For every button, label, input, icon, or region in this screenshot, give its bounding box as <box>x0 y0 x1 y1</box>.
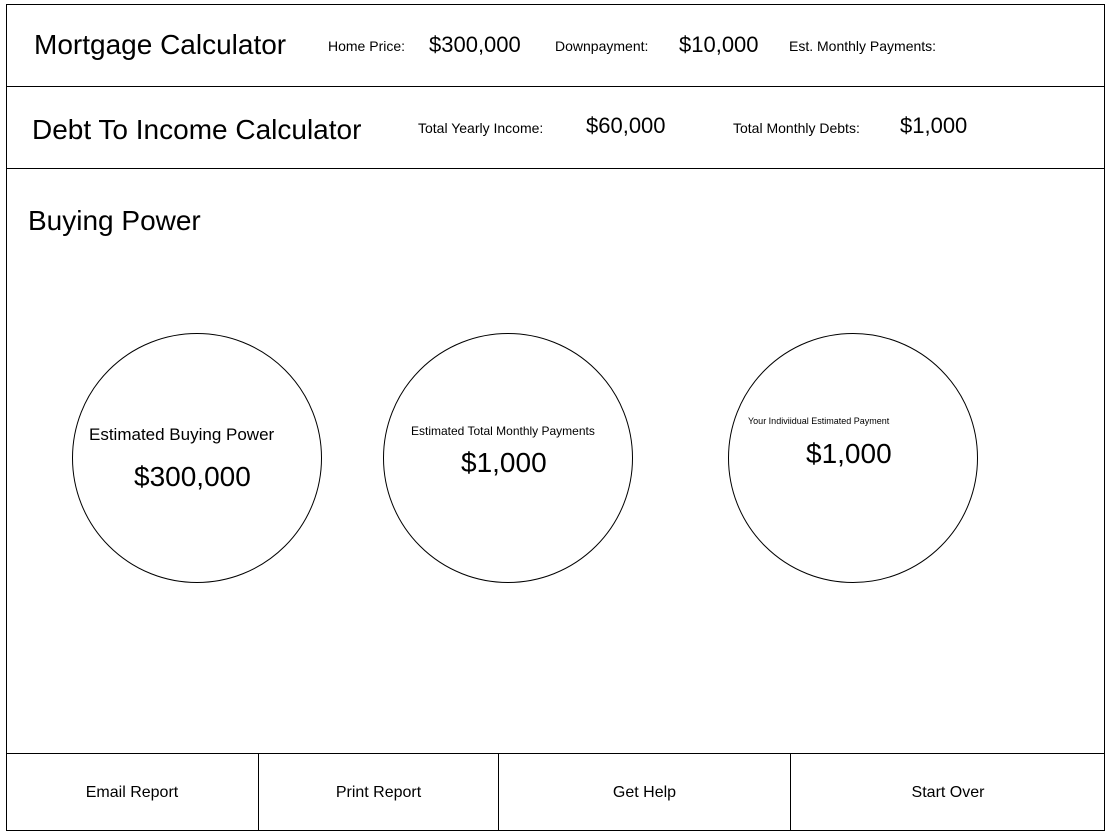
monthly-debts-value[interactable]: $1,000 <box>900 113 968 138</box>
monthly-payments-circle-label: Estimated Total Monthly Payments <box>411 424 595 438</box>
buying-power-value: $300,000 <box>134 461 251 492</box>
buying-power-title: Buying Power <box>28 205 201 236</box>
mortgage-calculator-title: Mortgage Calculator <box>34 29 287 60</box>
buying-power-circle <box>72 333 322 583</box>
print-report-button[interactable]: Print Report <box>258 754 498 831</box>
downpayment-label: Downpayment: <box>555 38 649 54</box>
yearly-income-label: Total Yearly Income: <box>418 120 544 136</box>
home-price-label: Home Price: <box>328 38 406 54</box>
monthly-payments-label: Est. Monthly Payments: <box>789 38 937 54</box>
downpayment-value[interactable]: $10,000 <box>679 32 759 57</box>
buying-power-label: Estimated Buying Power <box>89 425 275 444</box>
dti-calculator-title: Debt To Income Calculator <box>32 114 362 145</box>
start-over-button[interactable]: Start Over <box>790 754 1105 831</box>
home-price-value[interactable]: $300,000 <box>429 32 521 57</box>
email-report-button[interactable]: Email Report <box>85 783 179 801</box>
monthly-debts-label: Total Monthly Debts: <box>733 120 860 136</box>
dti-calculator-bar <box>6 86 1105 169</box>
yearly-income-value[interactable]: $60,000 <box>586 113 666 138</box>
individual-payment-label: Your Indiviidual Estimated Payment <box>748 416 890 426</box>
monthly-payments-circle-value: $1,000 <box>461 447 547 478</box>
mortgage-calculator-bar <box>6 4 1105 87</box>
get-help-button[interactable]: Get Help <box>498 754 790 831</box>
individual-payment-value: $1,000 <box>806 438 892 469</box>
